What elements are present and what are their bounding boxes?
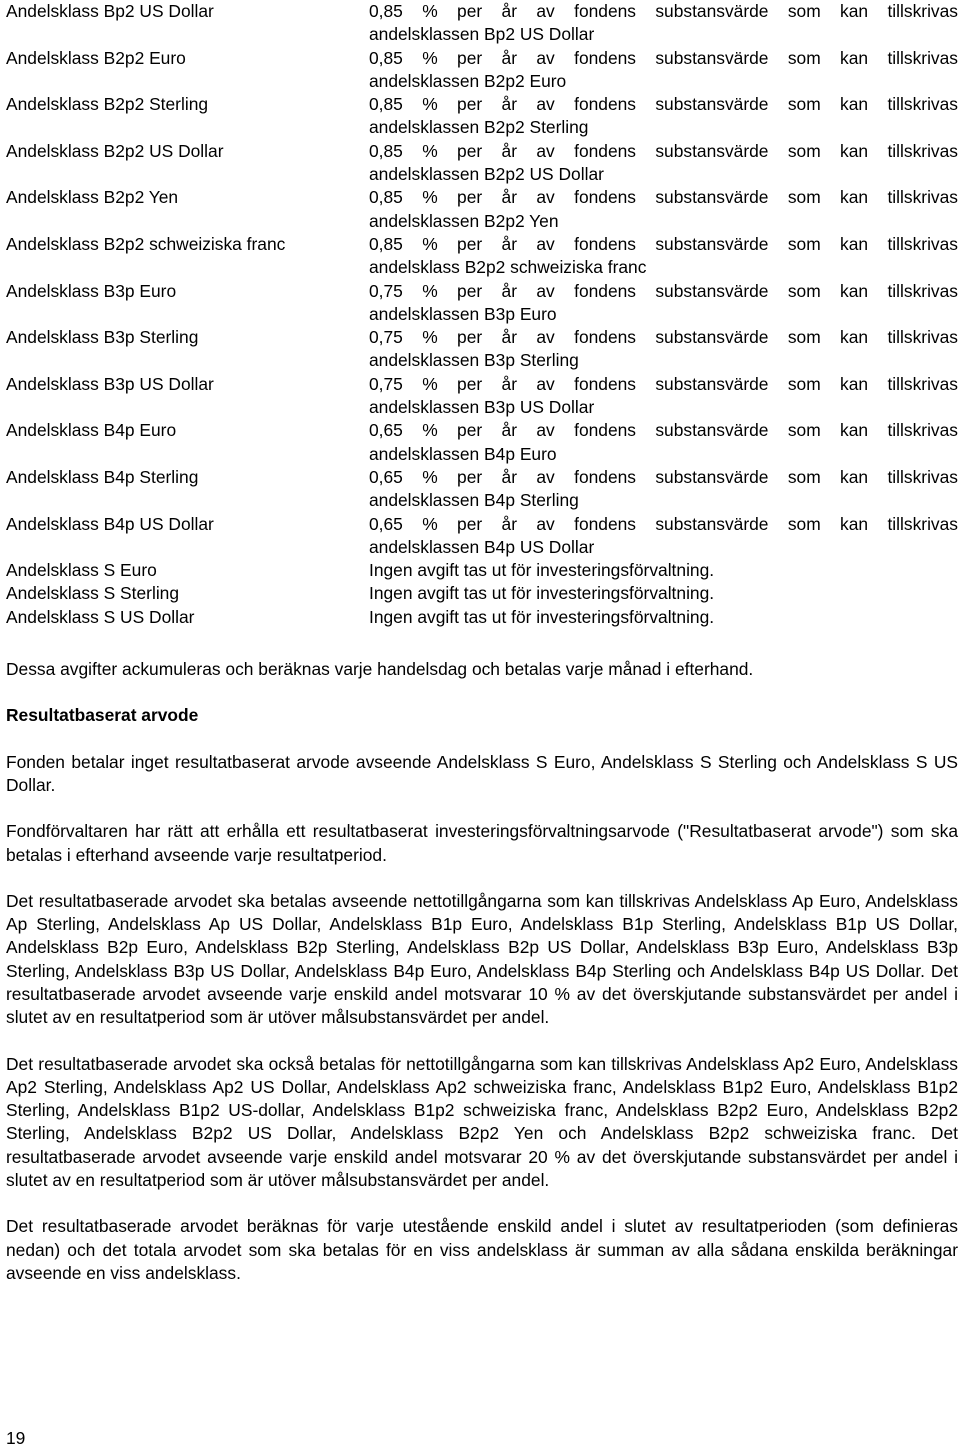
share-class-name: Andelsklass S Euro xyxy=(6,560,157,581)
fee-row xyxy=(6,140,958,187)
spacer xyxy=(6,629,958,658)
share-class-name: Andelsklass B3p Sterling xyxy=(6,327,199,348)
document-page xyxy=(6,0,958,1285)
no-fee-row xyxy=(6,559,958,582)
fee-description-line: 0,85 % per år av fondens substansvärde som kan tillskrivas xyxy=(369,233,958,254)
fee-description xyxy=(369,559,958,582)
paragraph-twenty-percent: Det resultatbaserade arvodet ska också betalas för nettotillgångarna som kan tillskrivas Andelsklass Ap2 Euro, Andelsklass Ap2 Sterling, Andelsklass Ap2 US Dollar, Andelsklass Ap2 schweiziska franc, Andelsklass B1p2 Euro, Andelsklass B1p2 Sterling, Andelsklass B1p2 US-dollar, Andelsklass B1p2 schweiziska franc, Andelsklass B2p2 Euro, Andelsklass B2p2 Sterling, Andelsklass B2p2 US Dollar, Andelsklass B2p2 Yen och Andelsklass B2p2 schweiziska franc. Det resultatbaserade arvodet avseende varje enskild andel motsvarar 20 % av det överskjutande substansvärdet per andel i slutet av en resultatperiod som är utöver målsubstansvärdet per andel. xyxy=(6,1053,958,1191)
share-class-name: Andelsklass B2p2 Euro xyxy=(6,47,186,68)
paragraph-no-performance-fee: Fonden betalar inget resultatbaserat arvode avseende Andelsklass S Euro, Andelsklass S Sterling och Andelsklass S US Dollar. xyxy=(6,751,958,795)
spacer xyxy=(6,1030,958,1053)
share-class-name: Andelsklass B4p US Dollar xyxy=(6,513,214,534)
spacer xyxy=(6,728,958,751)
fee-description-line: 0,75 % per år av fondens substansvärde som kan tillskrivas xyxy=(369,373,958,394)
share-class-name: Andelsklass B2p2 Sterling xyxy=(6,94,209,115)
fee-description-line: 0,85 % per år av fondens substansvärde som kan tillskrivas xyxy=(369,140,958,161)
fee-description xyxy=(369,373,958,420)
share-class-name: Andelsklass Bp2 US Dollar xyxy=(6,1,214,21)
fee-description-line: andelsklass B2p2 schweiziska franc xyxy=(369,257,647,278)
fee-description-line: andelsklassen B4p Sterling xyxy=(369,490,579,511)
fee-description-line: 0,65 % per år av fondens substansvärde som kan tillskrivas xyxy=(369,513,958,534)
fee-description-line: 0,75 % per år av fondens substansvärde som kan tillskrivas xyxy=(369,280,958,301)
share-class-name: Andelsklass S US Dollar xyxy=(6,606,195,627)
fee-description-line: andelsklassen B4p US Dollar xyxy=(369,536,595,557)
fee-description-line: Ingen avgift tas ut för investeringsförvaltning. xyxy=(369,560,715,581)
fee-description-line: Ingen avgift tas ut för investeringsförvaltning. xyxy=(369,583,715,604)
fee-description-line: 0,85 % per år av fondens substansvärde som kan tillskrivas xyxy=(369,94,958,115)
fee-description-line: 0,85 % per år av fondens substansvärde som kan tillskrivas xyxy=(369,1,958,21)
page-number: 19 xyxy=(6,1428,26,1448)
fee-description-line: 0,85 % per år av fondens substansvärde som kan tillskrivas xyxy=(369,47,958,68)
fee-description xyxy=(369,326,958,373)
fee-description-line: andelsklassen B3p US Dollar xyxy=(369,397,595,418)
share-class-name: Andelsklass B2p2 US Dollar xyxy=(6,140,224,161)
fee-description xyxy=(369,280,958,327)
fee-description-line: 0,75 % per år av fondens substansvärde som kan tillskrivas xyxy=(369,327,958,348)
fee-description-line: andelsklassen B4p Euro xyxy=(369,443,557,464)
fee-row xyxy=(6,186,958,233)
fee-row xyxy=(6,233,958,280)
fee-description-line: Ingen avgift tas ut för investeringsförvaltning. xyxy=(369,606,715,627)
fee-description xyxy=(369,186,958,233)
fee-description-line: andelsklassen B2p2 US Dollar xyxy=(369,164,604,185)
fee-description-line: 0,65 % per år av fondens substansvärde som kan tillskrivas xyxy=(369,466,958,487)
spacer xyxy=(6,867,958,890)
fee-row xyxy=(6,0,958,47)
fee-description-line: andelsklassen Bp2 US Dollar xyxy=(369,24,595,45)
fee-row xyxy=(6,373,958,420)
fee-description-line: 0,65 % per år av fondens substansvärde som kan tillskrivas xyxy=(369,420,958,441)
fee-description-line: andelsklassen B3p Euro xyxy=(369,303,557,324)
fee-description xyxy=(369,513,958,560)
accrual-note: Dessa avgifter ackumuleras och beräknas varje handelsdag och betalas varje månad i efterhand. xyxy=(6,659,754,680)
fee-description xyxy=(369,419,958,466)
fee-description xyxy=(369,582,958,605)
fee-row xyxy=(6,47,958,94)
fee-description xyxy=(369,140,958,187)
fee-row xyxy=(6,326,958,373)
fee-description xyxy=(369,93,958,140)
paragraph-entitlement: Fondförvaltaren har rätt att erhålla ett resultatbaserat investeringsförvaltningsarvode ("Resultatbaserat arvode") som ska betalas i efterhand avseende varje resultatperiod. xyxy=(6,821,958,865)
share-class-name: Andelsklass B2p2 Yen xyxy=(6,187,179,208)
share-class-name: Andelsklass B3p Euro xyxy=(6,280,177,301)
fee-description xyxy=(369,466,958,513)
share-class-name: Andelsklass B4p Sterling xyxy=(6,466,199,487)
spacer xyxy=(6,797,958,820)
share-class-name: Andelsklass B3p US Dollar xyxy=(6,373,214,394)
fee-description-line: andelsklassen B2p2 Yen xyxy=(369,210,559,231)
fee-table xyxy=(6,0,958,629)
no-fee-row xyxy=(6,606,958,629)
share-class-name: Andelsklass B2p2 schweiziska franc xyxy=(6,233,286,254)
fee-row xyxy=(6,419,958,466)
section-heading: Resultatbaserat arvode xyxy=(6,705,199,726)
spacer xyxy=(6,681,958,704)
paragraph-calculation: Det resultatbaserade arvodet beräknas för varje utestående enskild andel i slutet av resultatperioden (som definieras nedan) och det totala arvodet som ska betalas för en viss andelsklass är summan av alla sådana enskilda beräkningar avseende en viss andelsklass. xyxy=(6,1216,958,1283)
share-class-name: Andelsklass S Sterling xyxy=(6,583,180,604)
fee-description xyxy=(369,606,958,629)
fee-description-line: andelsklassen B3p Sterling xyxy=(369,350,579,371)
fee-row xyxy=(6,513,958,560)
fee-description xyxy=(369,233,958,280)
fee-description xyxy=(369,47,958,94)
paragraph-ten-percent: Det resultatbaserade arvodet ska betalas avseende nettotillgångarna som kan tillskrivas Andelsklass Ap Euro, Andelsklass Ap Sterling, Andelsklass Ap US Dollar, Andelsklass B1p Euro, Andelsklass B1p Sterling, Andelsklass B1p US Dollar, Andelsklass B2p Euro, Andelsklass B2p Sterling, Andelsklass B2p US Dollar, Andelsklass B3p Euro, Andelsklass B3p Sterling, Andelsklass B3p US Dollar, Andelsklass B4p Euro, Andelsklass B4p Sterling och Andelsklass B4p US Dollar. Det resultatbaserade arvodet avseende varje enskild andel motsvarar 10 % av det överskjutande substansvärdet per andel i slutet av en resultatperiod som är utöver målsubstansvärdet per andel. xyxy=(6,890,958,1028)
spacer xyxy=(6,1192,958,1215)
fee-description xyxy=(369,0,958,47)
fee-description-line: 0,85 % per år av fondens substansvärde som kan tillskrivas xyxy=(369,187,958,208)
no-fee-row xyxy=(6,582,958,605)
fee-description-line: andelsklassen B2p2 Sterling xyxy=(369,117,589,138)
fee-row xyxy=(6,466,958,513)
share-class-name: Andelsklass B4p Euro xyxy=(6,420,177,441)
fee-row xyxy=(6,93,958,140)
fee-description-line: andelsklassen B2p2 Euro xyxy=(369,70,567,91)
fee-row xyxy=(6,280,958,327)
